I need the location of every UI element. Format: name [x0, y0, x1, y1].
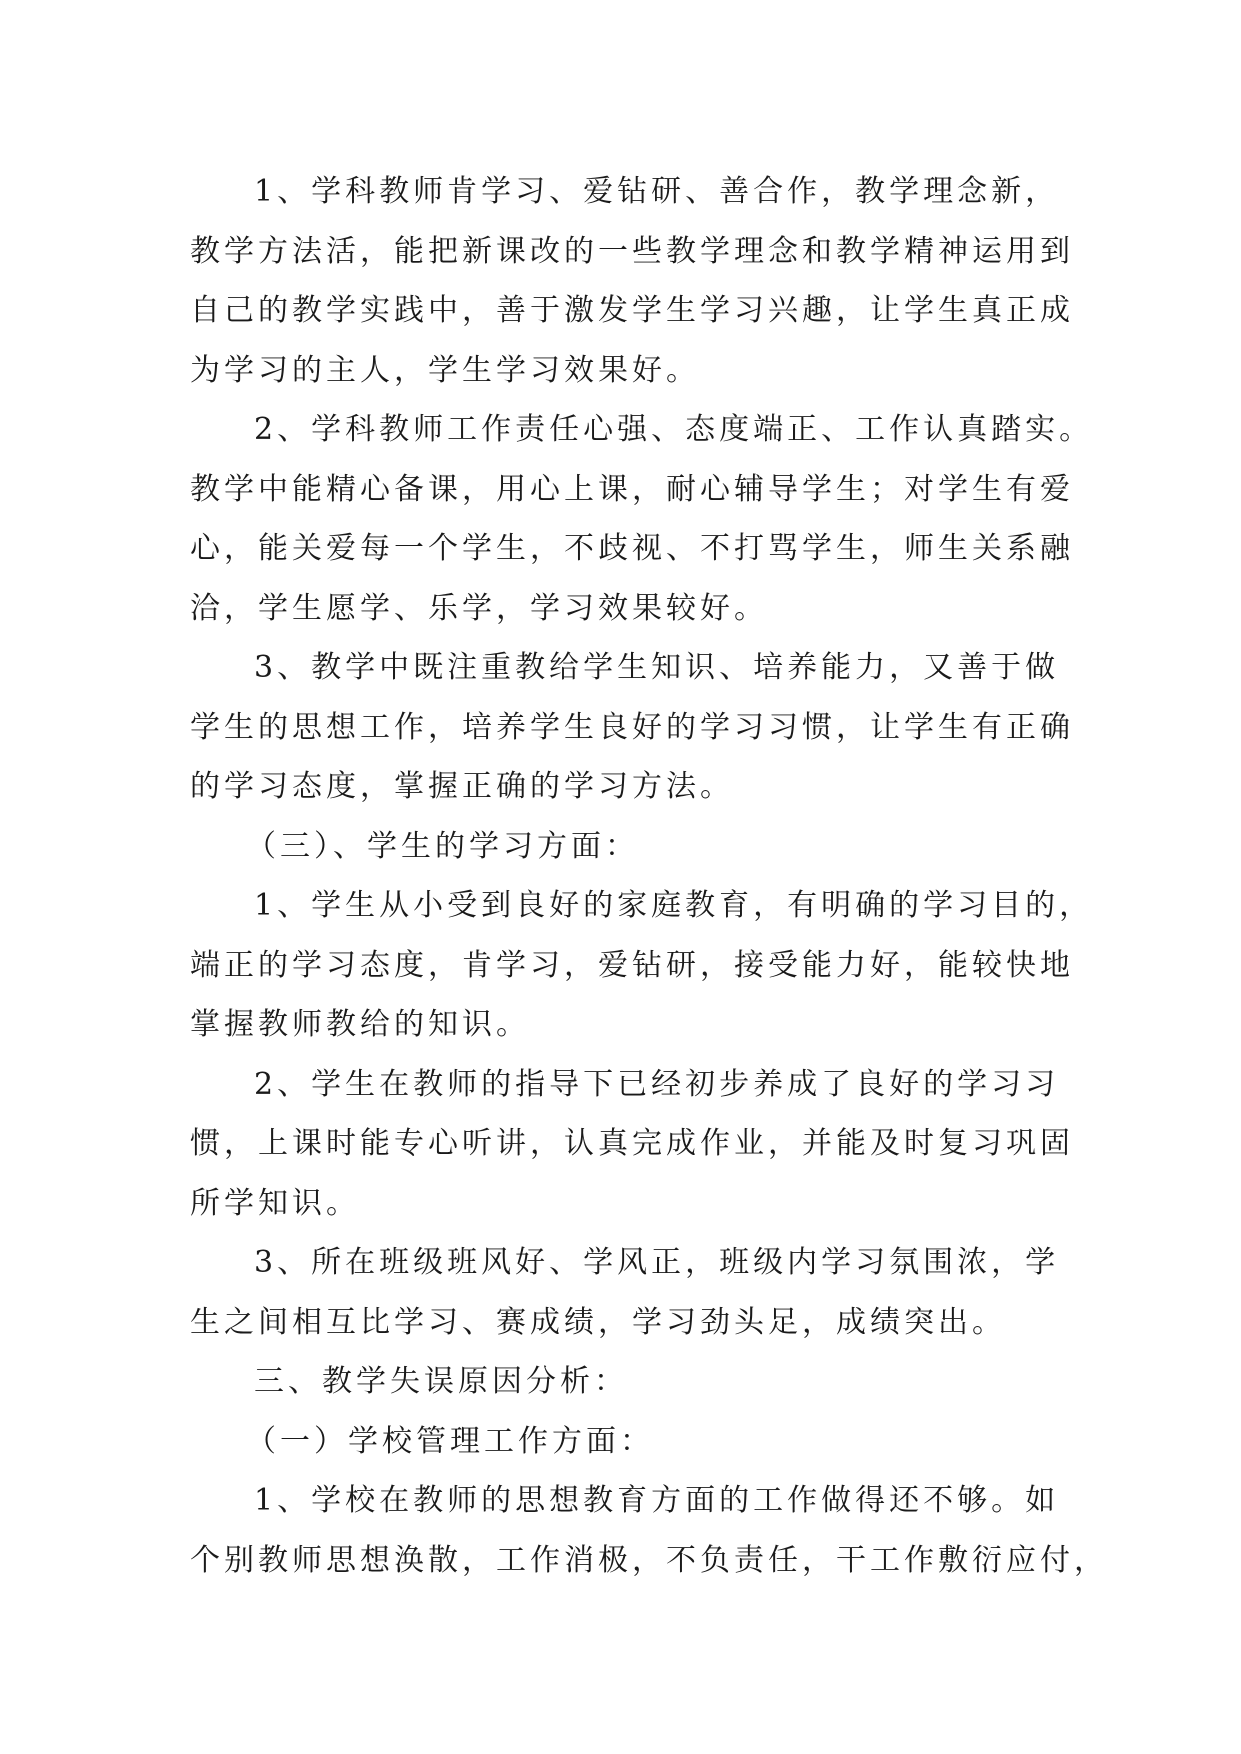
document-body [190, 162, 1108, 1590]
text-line: 2、学科教师工作责任心强、态度端正、工作认真踏实。 [254, 412, 1094, 447]
text-line: 1、学生从小受到良好的家庭教育，有明确的学习目的， [254, 888, 1094, 923]
text-line: 1、学校在教师的思想教育方面的工作做得还不够。如 [254, 1483, 1060, 1518]
text-line: 自己的教学实践中，善于激发学生学习兴趣，让学生真正成 [190, 293, 1074, 328]
text-line: 端正的学习态度，肯学习，爱钻研，接受能力好，能较快地 [190, 947, 1074, 983]
text-line: 为学习的主人，学生学习效果好。 [190, 352, 700, 388]
text-line: 生之间相互比学习、赛成绩，学习劲头足，成绩突出。 [190, 1304, 1006, 1340]
text-line: 3、所在班级班风好、学风正，班级内学习氛围浓，学 [254, 1245, 1060, 1280]
text-line: 洽，学生愿学、乐学，学习效果较好。 [190, 590, 768, 626]
text-line: 心，能关爱每一个学生，不歧视、不打骂学生，师生关系融 [190, 531, 1074, 566]
section-heading: （一）学校管理工作方面： [246, 1423, 654, 1459]
text-line: 惯，上课时能专心听讲，认真完成作业，并能及时复习巩固 [190, 1126, 1074, 1161]
section-heading: 三、教学失误原因分析： [254, 1364, 628, 1399]
text-line: 教学方法活，能把新课改的一些教学理念和教学精神运用到 [190, 233, 1074, 269]
text-line: 个别教师思想涣散，工作消极，不负责任，干工作敷衍应付， [190, 1542, 1108, 1578]
text-line: 学生的思想工作，培养学生良好的学习习惯，让学生有正确 [190, 709, 1074, 745]
text-line: 2、学生在教师的指导下已经初步养成了良好的学习习 [254, 1066, 1060, 1102]
text-line: 教学中能精心备课，用心上课，耐心辅导学生；对学生有爱 [190, 471, 1074, 507]
text-line: 所学知识。 [190, 1185, 360, 1221]
text-line: 3、教学中既注重教给学生知识、培养能力，又善于做 [254, 650, 1060, 685]
section-heading: （三）、学生的学习方面： [246, 828, 639, 864]
text-line: 1、学科教师肯学习、爱钻研、善合作，教学理念新， [254, 174, 1060, 209]
text-line: 掌握教师教给的知识。 [190, 1007, 530, 1042]
text-line: 的学习态度，掌握正确的学习方法。 [190, 769, 734, 804]
